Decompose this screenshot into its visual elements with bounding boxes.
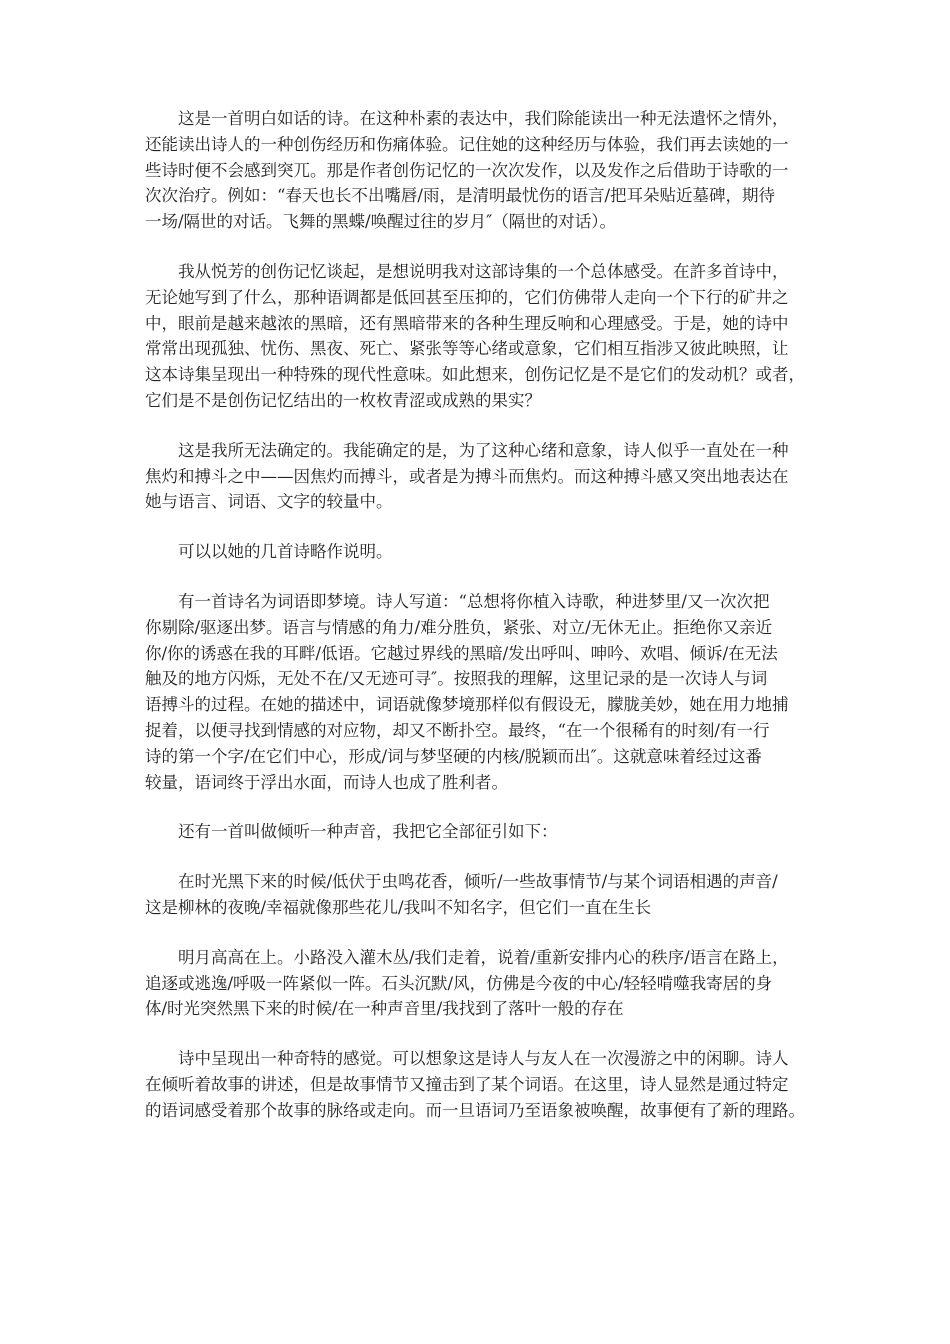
paragraph: 有一首诗名为词语即梦境。诗人写道：“总想将你植入诗歌，种进梦里/又一次次把 你剔除/驱逐出梦。语言与情感的角力/难分胜负，紧张、对立/无休无止。拒绝你又亲近 你/你的诱惑在我的耳畔/低语。它越过界线的黑暗/发出呼叫、呻吟、欢唱、倾诉/在无法 触及的地方闪烁，无处不在/又无迹可寻″。按照我的理解，这里记录的是一次诗人与词 语搏斗的过程。在她的描述中，词语就像梦境那样似有假设无，朦胧美妙，她在用力地捕 捉着，以便寻找到情感的对应物，却又不断扑空。最终，“在一个很稀有的时刻/有一行 诗的第一个字/在它们中心，形成/词与梦坚硬的内核/脱颖而出″。这就意味着经过这番 较量，语词终于浮出水面，而诗人也成了胜利者。: [145, 591, 789, 792]
document-page: [145, 106, 813, 1148]
paragraph: 明月高高在上。小路没入灌木丛/我们走着，说着/重新安排内心的秩序/语言在路上， 追逐或逃逸/呼吸一阵紧似一阵。石头沉默/风，仿佛是今夜的中心/轻轻啃噬我寄居的身 体/时光突然黑下来的时候/在一种声音里/我找到了落叶一般的存在: [145, 947, 789, 1019]
paragraph: 这是一首明白如话的诗。在这种朴素的表达中，我们除能读出一种无法遣怀之情外， 还能读出诗人的一种创伤经历和伤痛体验。记住她的这种经历与体验，我们再去读她的一 些诗时便不会感到突兀。那是作者创伤记忆的一次次发作，以及发作之后借助于诗歌的一 次次治疗。例如：“春天也长不出嘴唇/雨，是清明最忧伤的语言/把耳朵贴近墓碑，期待 一场/隔世的对话。飞舞的黑蝶/唤醒过往的岁月″（隔世的对话）。: [145, 109, 789, 232]
paragraph: 在时光黑下来的时候/低伏于虫鸣花香，倾听/一些故事情节/与某个词语相遇的声音/ 这是柳林的夜晚/幸福就像那些花儿/我叫不知名字，但它们一直在生长: [145, 872, 778, 917]
paragraph: 还有一首叫做倾听一种声音，我把它全部征引如下：: [178, 822, 558, 842]
paragraph: 可以以她的几首诗略作说明。: [178, 542, 393, 562]
paragraph: 这是我所无法确定的。我能确定的是，为了这种心绪和意象，诗人似乎一直处在一种 焦灼和搏斗之中——因焦灼而搏斗，或者是为搏斗而焦灼。而这种搏斗感又突出地表达在 她与语言、词语、文字的较量中。: [145, 440, 789, 512]
paragraph: 诗中呈现出一种奇特的感觉。可以想象这是诗人与友人在一次漫游之中的闲聊。诗人 在倾听着故事的讲述，但是故事情节又撞击到了某个词语。在这里，诗人显然是通过特定 的语词感受着那个故事的脉络或走向。而一旦语词乃至语象被唤醒，故事便有了新的理路。: [145, 1049, 805, 1120]
paragraph: 我从悦芳的创伤记忆谈起，是想说明我对这部诗集的一个总体感受。在許多首诗中， 无论她写到了什么，那种语调都是低回甚至压抑的，它们仿佛带人走向一个下行的矿井之 中，眼前是越来越浓的黑暗，还有黑暗带来的各种生理反响和心理感受。于是，她的诗中 常常出现孤独、忧伤、黑夜、死亡、紧张等等心绪或意象，它们相互指涉又彼此映照，让 这本诗集呈现出一种特殊的现代性意味。如此想来，创伤记忆是不是它们的发动机？或者， 它们是不是创伤记忆结出的一枚枚青涩或成熟的果实？: [145, 261, 805, 410]
